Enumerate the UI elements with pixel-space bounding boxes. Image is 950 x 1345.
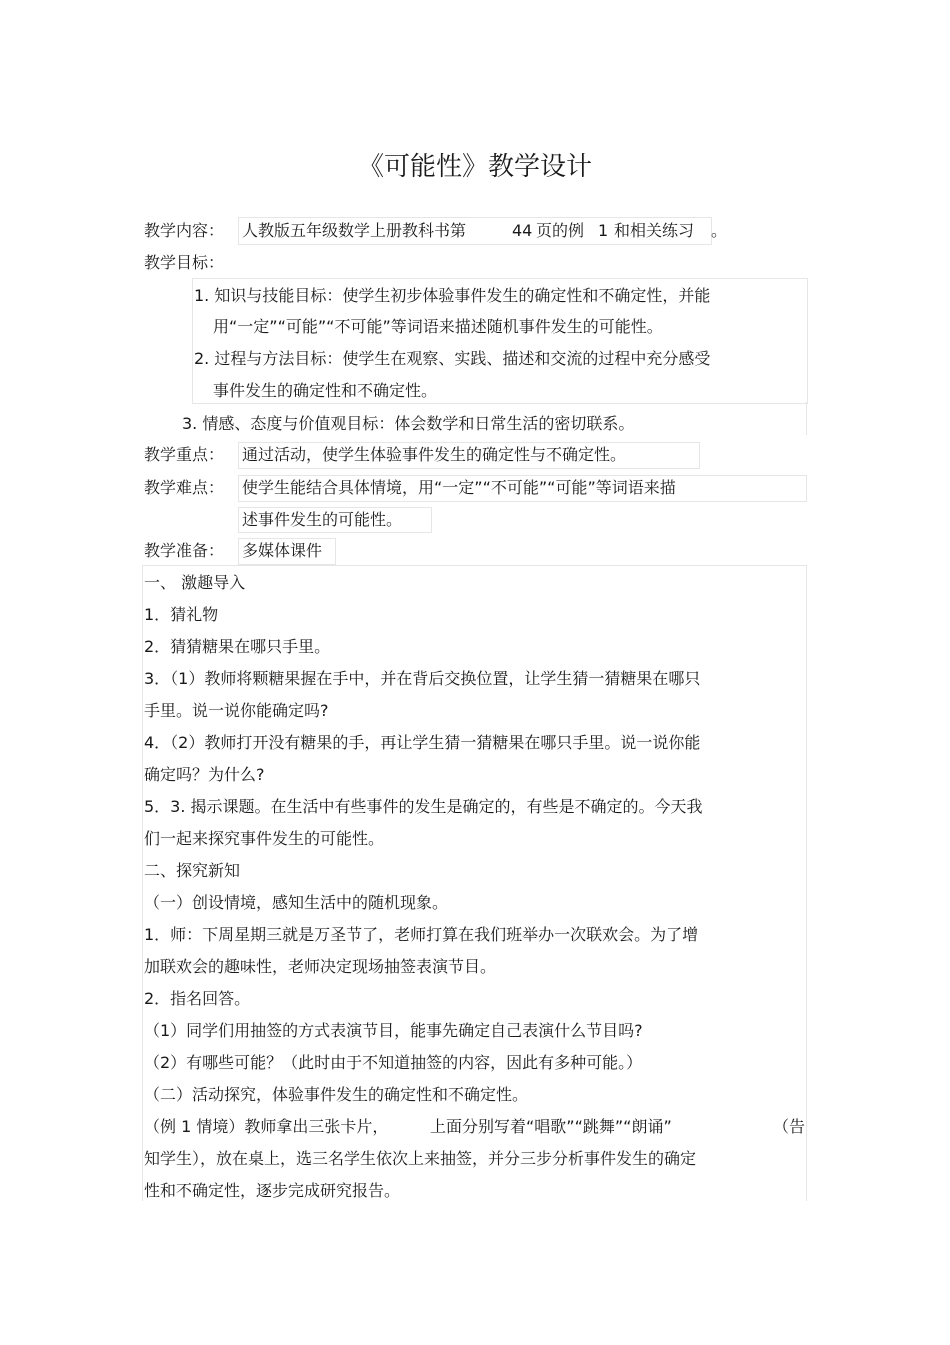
- section-1-heading: 一、 激趣导入: [144, 573, 246, 592]
- body-line: （告: [773, 1117, 806, 1136]
- content-label: 教学内容：: [144, 221, 225, 240]
- prep-text: 多媒体课件: [242, 541, 323, 560]
- body-line: 1．猜礼物: [144, 605, 219, 624]
- subsection-heading: （一）创设情境，感知生活中的随机现象。: [144, 893, 449, 912]
- body-line: 1．师：下周星期三就是万圣节了，老师打算在我们班举办一次联欢会。为了增: [144, 925, 699, 944]
- body-line: 手里。说一说你能确定吗?: [144, 701, 329, 720]
- content-text: 人教版五年级数学上册教科书第: [242, 221, 467, 240]
- content-end: 。: [711, 221, 728, 240]
- goal-1-line-2: 用“一定”“可能”“不可能”等词语来描述随机事件发生的可能性。: [213, 317, 663, 336]
- body-line: 确定吗？为什么?: [144, 765, 265, 784]
- body-line: 上面分别写着“唱歌”“跳舞”“朗诵”: [430, 1117, 672, 1136]
- body-line: （2）有哪些可能？（此时由于不知道抽签的内容，因此有多种可能。）: [144, 1053, 643, 1072]
- goals-label: 教学目标：: [144, 253, 225, 272]
- content-text3: 和相关练习: [614, 221, 695, 240]
- subsection-heading: （二）活动探究，体验事件发生的确定性和不确定性。: [144, 1085, 529, 1104]
- goal-2-line-2: 事件发生的确定性和不确定性。: [213, 381, 438, 400]
- body-line: 知学生），放在桌上，选三名学生依次上来抽签，并分三步分析事件发生的确定: [144, 1149, 697, 1168]
- body-line: 们一起来探究事件发生的可能性。: [144, 829, 385, 848]
- document-title: 《可能性》教学设计: [357, 152, 592, 182]
- difficulty-line-1: 使学生能结合具体情境，用“一定”“不可能”“可能”等词语来描: [242, 478, 676, 497]
- content-page: 44: [512, 221, 533, 240]
- body-top-border: [142, 565, 807, 566]
- key-point-label: 教学重点：: [144, 445, 225, 464]
- body-right-border: [806, 565, 807, 1201]
- body-line: 4．（2）教师打开没有糖果的手，再让学生猜一猜糖果在哪只手里。说一说你能: [144, 733, 701, 752]
- body-line: 3．（1）教师将颗糖果握在手中，并在背后交换位置，让学生猜一猜糖果在哪只: [144, 669, 701, 688]
- goal-1-line-1: 1. 知识与技能目标：使学生初步体验事件发生的确定性和不确定性，并能: [194, 286, 711, 305]
- content-example: 1: [598, 221, 609, 240]
- goals-box-extension: [806, 402, 807, 435]
- body-line: （1）同学们用抽签的方式表演节目，能事先确定自己表演什么节目吗?: [144, 1021, 643, 1040]
- body-line: 5．3. 揭示课题。在生活中有些事件的发生是确定的，有些是不确定的。今天我: [144, 797, 703, 816]
- body-line: 2．猜猜糖果在哪只手里。: [144, 637, 331, 656]
- key-point-text: 通过活动，使学生体验事件发生的确定性与不确定性。: [242, 445, 627, 464]
- body-line: （例 1 情境）教师拿出三张卡片，: [144, 1117, 389, 1136]
- prep-label: 教学准备：: [144, 541, 225, 560]
- difficulty-line-2: 述事件发生的可能性。: [242, 510, 403, 529]
- difficulty-label: 教学难点：: [144, 478, 225, 497]
- body-line: 2．指名回答。: [144, 989, 251, 1008]
- section-2-heading: 二、探究新知: [144, 861, 241, 880]
- content-text2: 页的例: [536, 221, 585, 240]
- body-line: 性和不确定性，逐步完成研究报告。: [144, 1181, 401, 1200]
- body-line: 加联欢会的趣味性，老师决定现场抽签表演节目。: [144, 957, 497, 976]
- goal-3: 3. 情感、态度与价值观目标：体会数学和日常生活的密切联系。: [182, 414, 635, 433]
- body-left-border: [142, 565, 143, 1201]
- goal-2-line-1: 2. 过程与方法目标：使学生在观察、实践、描述和交流的过程中充分感受: [194, 349, 711, 368]
